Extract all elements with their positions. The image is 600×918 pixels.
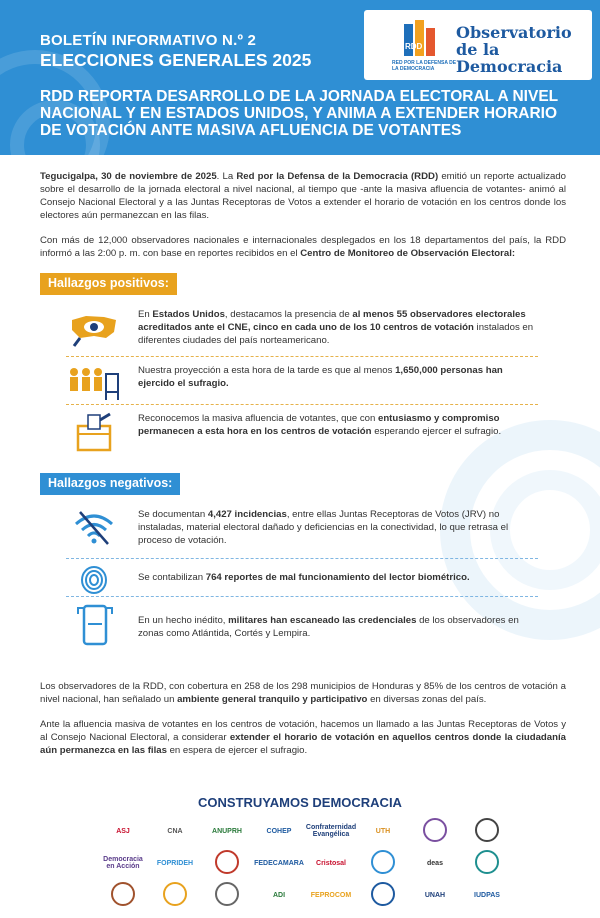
partner-logo: UNAH <box>424 891 446 899</box>
partner-logo <box>475 818 499 842</box>
usa-map-eye-icon <box>66 308 122 348</box>
observatorio-line1: Observatorio <box>456 23 572 42</box>
positive-findings-label: Hallazgos positivos: <box>40 273 177 295</box>
partner-logo: UTH <box>375 827 391 835</box>
bulletin-number: BOLETÍN INFORMATIVO N.º 2 <box>40 32 257 49</box>
partner-logo: FOPRIDEH <box>156 859 194 867</box>
finding-text: En Estados Unidos, destacamos la presencia de al menos 55 observadores electorales acreditados ante el CNE, cinco en cada uno de los 10 centros de votación instalados en diferentes ciudades del país norteamericano. <box>138 309 534 346</box>
partner-logo: FEPROCOM <box>310 891 352 899</box>
negative-finding-military <box>66 604 538 652</box>
partner-logo <box>371 882 395 906</box>
closing-paragraph-1: Los observadores de la RDD, con cobertura en 258 de los 298 municipios de Honduras y 85% de los centros de votación a nivel nacional, han señalado un ambiente general tranquilo y participativo en diversas zonas del país. <box>40 681 566 705</box>
divider <box>66 596 538 597</box>
partner-logo <box>163 882 187 906</box>
finding-text: Reconocemos la masiva afluencia de votantes, que con entusiasmo y compromiso permanecen a esta hora en los centros de votación esperando ejercer el sufragio. <box>138 413 502 437</box>
observatorio-logo <box>364 10 592 80</box>
negative-findings-label: Hallazgos negativos: <box>40 473 180 495</box>
positive-finding-usa <box>66 308 538 352</box>
phone-scan-icon <box>66 604 122 644</box>
rdd-logo-subtitle: RED POR LA DEFENSA DE LA DEMOCRACIA <box>392 60 457 72</box>
partner-logo: ADI <box>272 891 286 899</box>
negative-finding-incidents <box>66 508 538 552</box>
partner-logo: IUDPAS <box>474 891 500 899</box>
partner-logo <box>215 850 239 874</box>
closing-paragraph-2: Ante la afluencia masiva de votantes en los centros de votación, hacemos un llamado a las Juntas Receptoras de Votos y al Consejo Nacional Electoral, a considerar extender el horario de votación en aquellos centros donde la ciudadanía aún permanezca en las filas en espera de ejercer el sufragio. <box>40 719 566 756</box>
positive-finding-turnout <box>66 412 538 452</box>
finding-text: Se documentan 4,427 incidencias, entre ellas Juntas Receptoras de Votos (JRV) no instaladas, material electoral dañado y deficiencias en la conectividad, lo que retrasa el proceso de votación. <box>138 509 509 546</box>
ballot-box-icon <box>66 412 122 452</box>
partner-logo: COHEP <box>266 827 292 835</box>
partner-logo <box>111 882 135 906</box>
partner-logo: ANUPRH <box>212 827 242 835</box>
partner-logo <box>423 818 447 842</box>
partner-logo: FEDECAMARA <box>254 859 304 867</box>
footer-title: CONSTRUYAMOS DEMOCRACIA <box>198 795 402 810</box>
finding-text: En un hecho inédito, militares han escaneado las credenciales de los observadores en zonas como Atlántida, Cortés y Lempira. <box>138 615 519 639</box>
partner-logo: deas <box>427 859 443 867</box>
divider <box>66 558 538 559</box>
broken-wifi-icon <box>66 508 122 548</box>
partner-logo <box>475 850 499 874</box>
negative-finding-biometric <box>66 565 538 589</box>
header-banner <box>0 0 600 155</box>
observatorio-title <box>456 24 592 75</box>
partner-logo: ASJ <box>116 827 130 835</box>
elections-title: ELECCIONES GENERALES 2025 <box>40 50 312 70</box>
partner-logo: Cristosal <box>316 859 346 867</box>
partner-logo <box>215 882 239 906</box>
finding-text: Nuestra proyección a esta hora de la tarde es que al menos 1,650,000 personas han ejercido el sufragio. <box>138 365 503 389</box>
rdd-logo-text: RDD <box>405 42 423 51</box>
intro-paragraph-2: Con más de 12,000 observadores nacionales e internacionales desplegados en los 18 departamentos del país, la RDD informó a las 2:00 p. m. con base en reportes recibidos en el Centro de Monitoreo de Observación Electoral: <box>40 235 566 259</box>
partner-logo <box>371 850 395 874</box>
divider <box>66 404 538 405</box>
partner-logo: Confraternidad Evangélica <box>305 824 357 838</box>
intro-paragraph-1: Tegucigalpa, 30 de noviembre de 2025. La Red por la Defensa de la Democracia (RDD) emitió un reporte actualizado sobre el desarrollo de la jornada electoral a nivel nacional, al tiempo que -ante la masiva afluencia de votantes- animó al Consejo Nacional Electoral y a las Juntas Receptoras de Votos a extender el horario de votación en los centros donde los electores aún permanezcan en las filas. <box>40 171 566 221</box>
partner-logo: CNA <box>167 827 183 835</box>
divider <box>66 356 538 357</box>
observatorio-line2: de la Democracia <box>456 40 563 76</box>
voters-queue-icon <box>66 364 122 404</box>
positive-finding-voters <box>66 364 538 400</box>
finding-text: Se contabilizan 764 reportes de mal funcionamiento del lector biométrico. <box>138 572 470 583</box>
headline: RDD REPORTA DESARROLLO DE LA JORNADA ELECTORAL A NIVEL NACIONAL Y EN ESTADOS UNIDOS, Y ANIMA A EXTENDER HORARIO DE VOTACIÓN ANTE MASIVA AFLUENCIA DE VOTANTES <box>40 88 558 139</box>
fingerprint-icon <box>66 565 122 605</box>
partner-logo: Democracia en Acción <box>103 856 143 870</box>
